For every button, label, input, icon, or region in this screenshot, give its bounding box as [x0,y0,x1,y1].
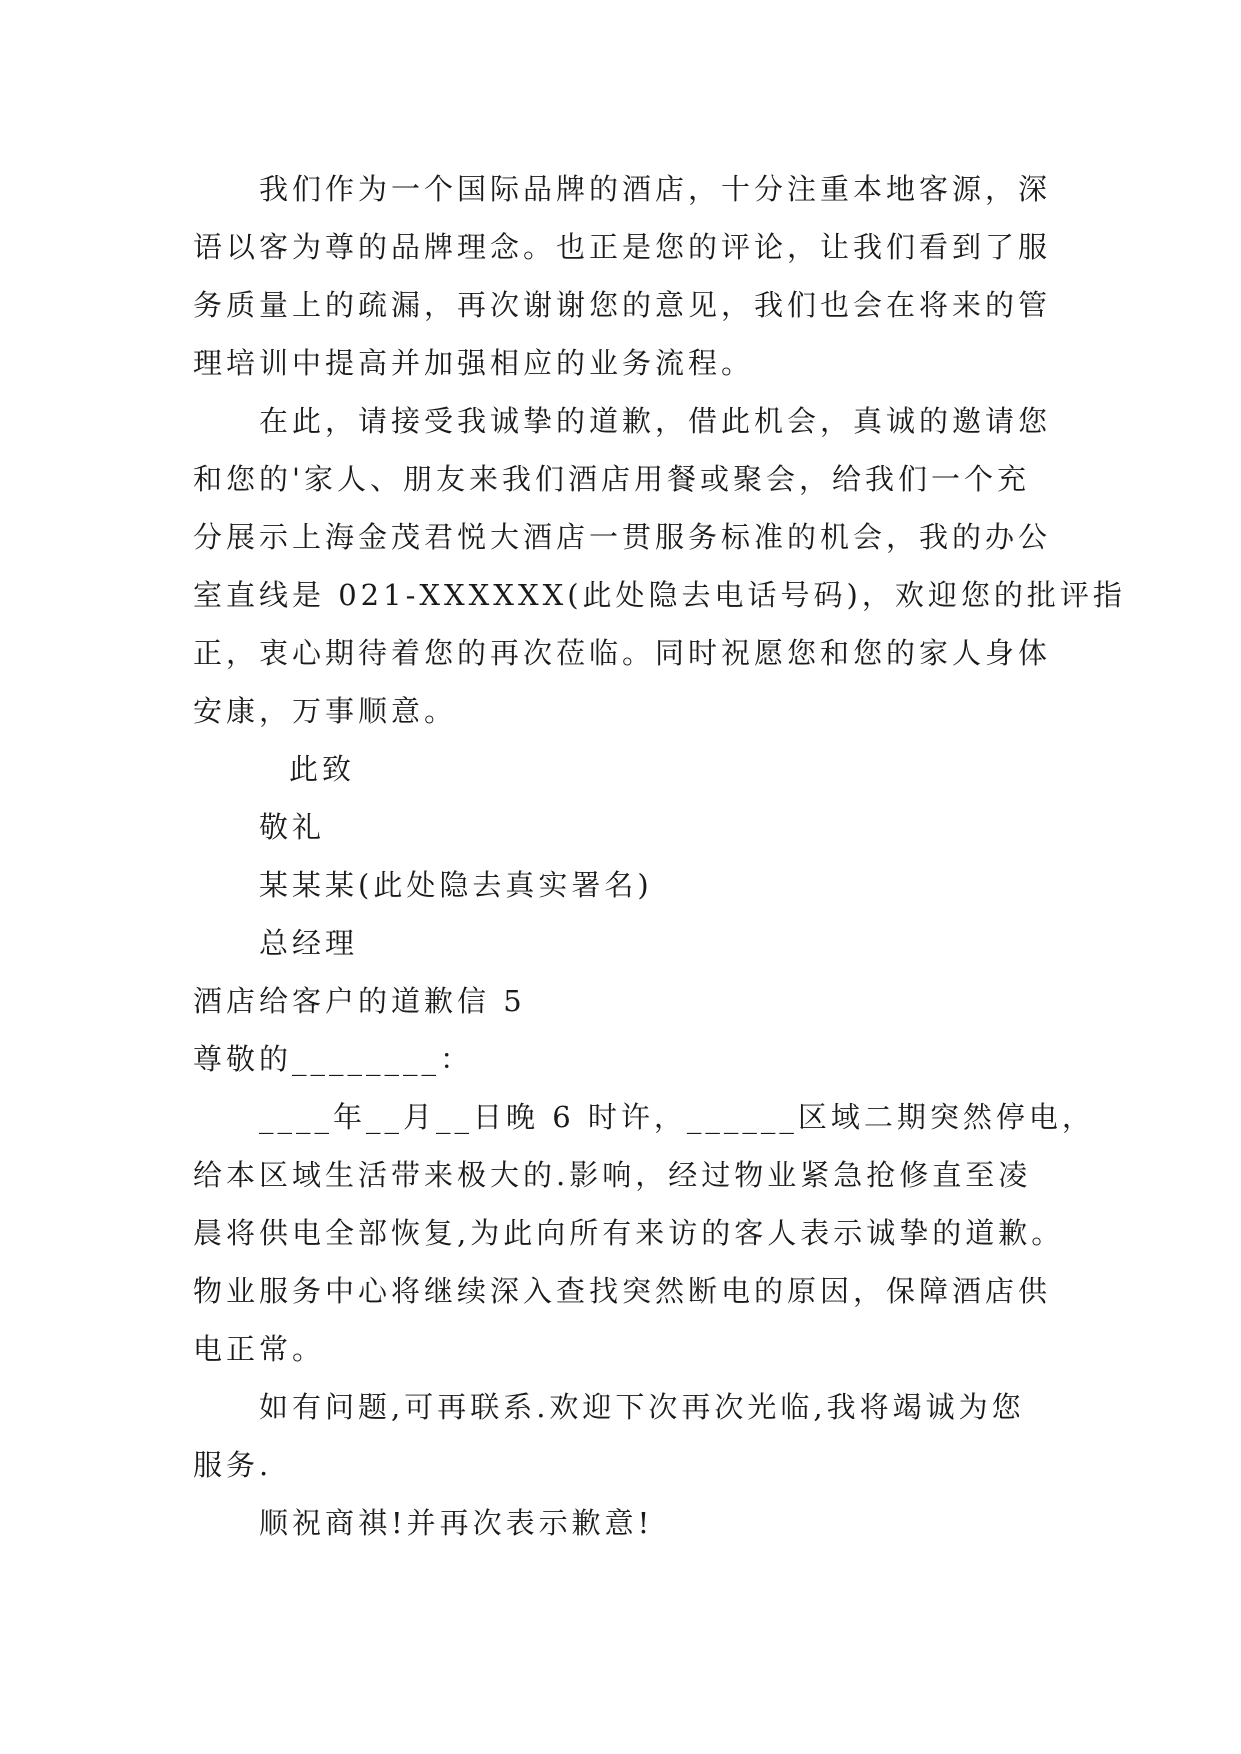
greeting-line: 尊敬的________： [193,1042,474,1076]
signer-title: 总经理 [259,926,359,960]
text-line: 给本区域生活带来极大的.影响，经过物业紧急抢修直至凌 [193,1158,1032,1192]
letter-paragraph [193,392,1126,740]
text-line: 晨将供电全部恢复,为此向所有来访的客人表示诚挚的道歉。 [193,1216,1065,1250]
text-line: 在此，请接受我诚挚的道歉，借此机会，真诚的邀请您 [259,404,1052,438]
text-line: 务质量上的疏漏，再次谢谢您的意见，我们也会在将来的管 [193,288,1052,322]
text-line: 物业服务中心将继续深入查找突然断电的原因，保障酒店供 [193,1274,1052,1308]
text-line: 室直线是 021-XXXXXX(此处隐去电话号码)，欢迎您的批评指 [193,578,1126,612]
text-line: 和您的'家人、朋友来我们酒店用餐或聚会，给我们一个充 [193,462,1030,496]
text-line: 理培训中提高并加强相应的业务流程。 [193,346,755,380]
text-line: 正，衷心期待着您的再次莅临。同时祝愿您和您的家人身体 [193,636,1052,670]
letter-paragraph [193,160,1061,392]
text-line: 服务. [193,1448,273,1482]
text-line: 语以客为尊的品牌理念。也正是您的评论，让我们看到了服 [193,230,1052,264]
salute-line: 敬礼 [259,810,326,844]
text-line: 安康，万事顺意。 [193,694,458,728]
text-line: 分展示上海金茂君悦大酒店一贯服务标准的机会，我的办公 [193,520,1052,554]
signature-line: 某某某(此处隐去真实署名) [259,868,653,902]
text-line: ____年__月__日晚 6 时许，______区域二期突然停电， [259,1100,1095,1134]
closing-remark: 顺祝商祺!并再次表示歉意! [259,1506,654,1540]
letter-paragraph [193,1088,1095,1378]
letter-paragraph [193,1378,1061,1494]
text-line: 我们作为一个国际品牌的酒店，十分注重本地客源，深 [259,172,1052,206]
document-body [193,160,1126,1552]
text-line: 电正常。 [193,1332,326,1366]
text-line: 如有问题,可再联系.欢迎下次再次光临,我将竭诚为您 [259,1390,1025,1424]
section-heading: 酒店给客户的道歉信 5 [193,984,526,1018]
closing-line: 此致 [289,752,356,786]
